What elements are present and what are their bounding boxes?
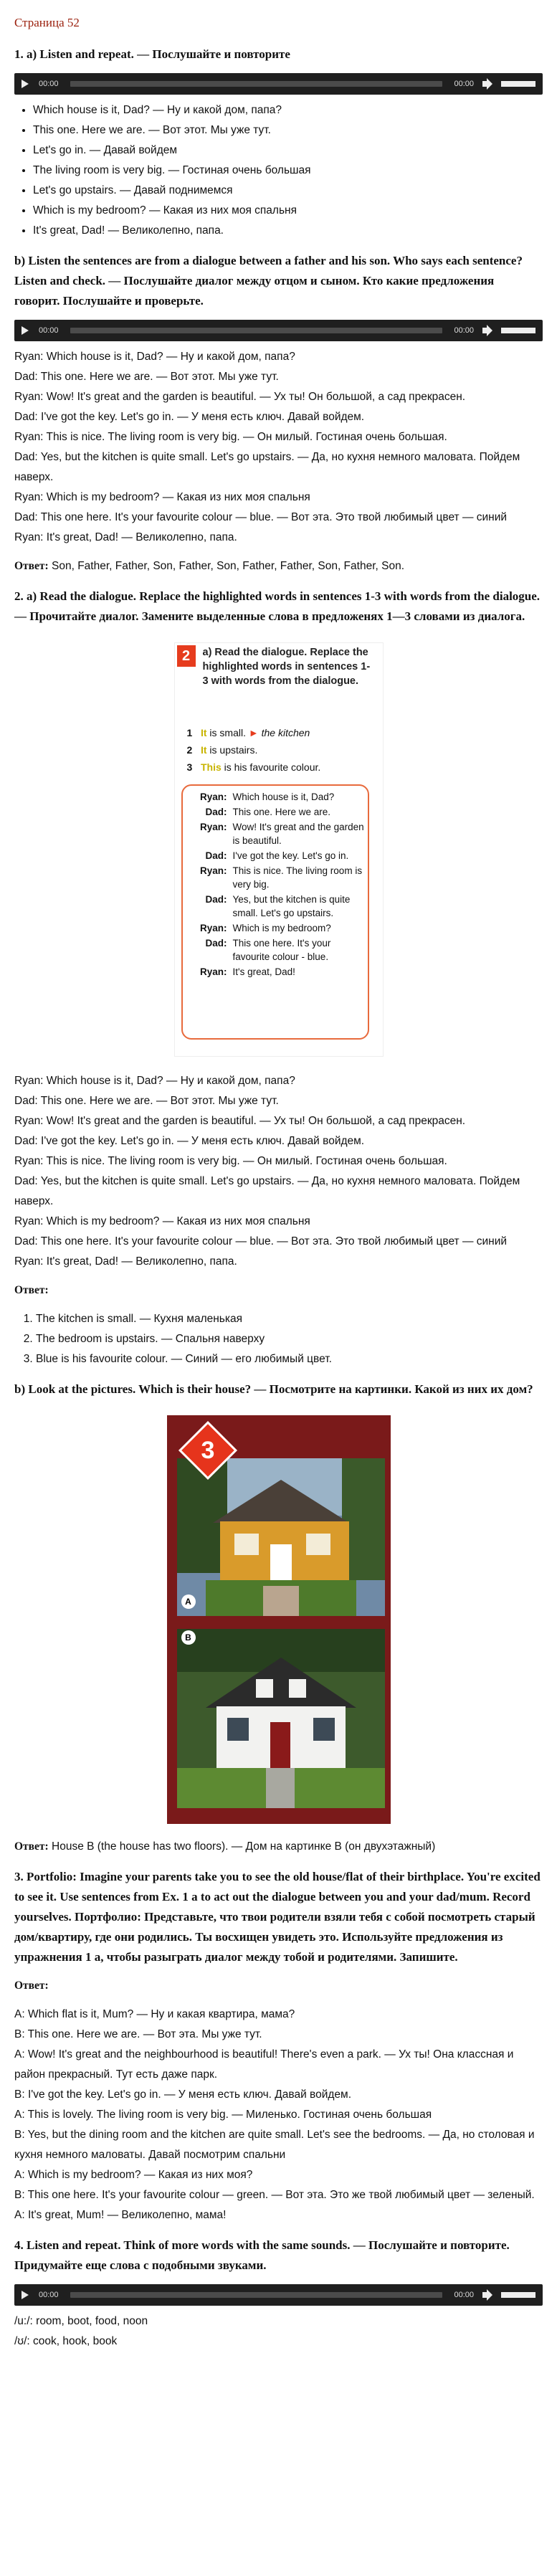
dialogue-row: Ryan: This is nice. The living room is very big. [199,865,363,890]
dialogue-line: Ryan: Wow! It's great and the garden is beautiful. — Ух ты! Он большой, а сад прекрасен. [14,1115,466,1127]
arrow-icon: ► [248,727,259,738]
dialogue-text-2 [14,1071,543,1272]
audio-progress-track[interactable] [70,81,443,87]
section-1b-heading: b) Listen the sentences are from a dialogue between a father and his son. Who says each sentence? Listen and check. — Послушайте диалог между отцом и сыном. Кто какие предложения говорит. Послушайте и проверьте. [14,254,523,308]
dialogue-line: A: This is lovely. The living room is very big. — Миленько. Гостиная очень большая [14,2109,432,2121]
volume-slider[interactable] [501,328,535,333]
dialogue-row: Ryan: Which house is it, Dad? [199,792,335,802]
phrase-list [14,100,543,241]
list-item: • Which is my bedroom? — Какая из них моя спальня [33,201,543,221]
dialogue-row: Ryan: It's great, Dad! [199,966,295,977]
dialogue-box [181,784,369,1040]
dialogue-line: B: I've got the key. Let's go in. — У меня есть ключ. Давай войдем. [14,2088,352,2101]
exercise-number: 2 [177,645,196,667]
volume-icon[interactable] [482,328,488,333]
list-item: 2. The bedroom is upstairs. — Спальня наверху [36,1329,543,1349]
dialogue-line: B: This one. Here we are. — Вот эта. Мы уже тут. [14,2028,262,2040]
dialogue-row: Ryan: Which is my bedroom? [199,923,331,933]
portfolio-dialogue [14,2005,543,2225]
excerpt-task: 2 It is upstairs. [186,744,258,756]
volume-slider[interactable] [501,81,535,87]
audio-player-1[interactable] [14,73,543,95]
list-item: • The living room is very big. — Гостиная очень большая [33,161,543,181]
textbook-excerpt-image [174,642,384,1057]
dialogue-line: Dad: This one. Here we are. — Вот этот. Мы уже тут. [14,371,279,383]
dialogue-line: Ryan: This is nice. The living room is very big. — Он милый. Гостиная очень большая. [14,1155,447,1167]
dialogue-line: A: It's great, Mum! — Великолепно, мама! [14,2209,227,2221]
dialogue-row: Dad: This one here. It's your favourite colour - blue. [205,938,331,962]
audio-progress-track[interactable] [70,328,443,333]
list-item: • It's great, Dad! — Великолепно, папа. [33,221,543,241]
list-item: 3. Blue is his favourite colour. — Синий — его любимый цвет. [36,1349,543,1369]
answer-1b [14,556,543,576]
dialogue-line: A: Which flat is it, Mum? — Ну и какая квартира, мама? [14,2008,295,2020]
dialogue-line: Ryan: Wow! It's great and the garden is beautiful. — Ух ты! Он большой, а сад прекрасен. [14,391,466,403]
dialogue-line: A: Which is my bedroom? — Какая из них моя? [14,2169,253,2181]
audio-time-start: 00:00 [39,80,59,88]
volume-icon[interactable] [482,2292,488,2298]
sound-line: /u:/: room, boot, food, noon [14,2315,148,2327]
dialogue-line: Dad: This one here. It's your favourite colour — blue. — Вот эта. Это твой любимый цвет — синий [14,1235,508,1247]
house-photo-a [177,1458,385,1616]
play-icon[interactable] [22,80,29,88]
section-2a-heading: 2. a) Read the dialogue. Replace the highlighted words in sentences 1-3 with words from the dialogue. — Прочитайте диалог. Замените выделенные слова в предложенях 1—3 словами из диалога. [14,589,541,623]
page-title[interactable]: Страница 52 [14,16,80,29]
dialogue-line: B: This one here. It's your favourite colour — green. — Вот эта. Это же твой любимый цвет — зеленый. [14,2189,535,2201]
dialogue-line: Dad: Yes, but the kitchen is quite small. Let's go upstairs. — Да, но кухня немного маловата. Пойдем наверх. [14,451,520,483]
dialogue-line: Dad: I've got the key. Let's go in. — У меня есть ключ. Давай войдем. [14,1135,365,1147]
section-1a-heading: 1. a) Listen and repeat. — Послушайте и повторите [14,47,290,61]
dialogue-line: A: Wow! It's great and the neighbourhood is beautiful! There's even a park. — Ух ты! Она классная и район прекрасный. Тут есть даже парк. [14,2048,514,2081]
audio-time-start: 00:00 [39,326,59,335]
list-item: • Which house is it, Dad? — Ну и какой дом, папа? [33,100,543,120]
volume-icon[interactable] [482,81,488,87]
list-item: • This one. Here we are. — Вот этот. Мы уже тут. [33,120,543,141]
dialogue-line: Ryan: It's great, Dad! — Великолепно, папа. [14,531,237,543]
dialogue-line: Ryan: This is nice. The living room is very big. — Он милый. Гостиная очень большая. [14,431,447,443]
dialogue-row: Dad: This one. Here we are. [205,807,331,817]
audio-time-start: 00:00 [39,2291,59,2299]
audio-time-end: 00:00 [454,80,474,88]
audio-player-3[interactable] [14,2284,543,2306]
list-item: • Let's go in. — Давай войдем [33,141,543,161]
play-icon[interactable] [22,2291,29,2299]
section-2b-heading: b) Look at the pictures. Which is their house? — Посмотрите на картинки. Какой из них их дом? [14,1382,533,1396]
house-photo-b [177,1629,385,1808]
sound-line: /ʊ/: cook, hook, book [14,2335,118,2347]
dialogue-line: Ryan: Which house is it, Dad? — Ну и какой дом, папа? [14,351,295,363]
list-item: 1. The kitchen is small. — Кухня маленькая [36,1309,543,1329]
answer-2b: Ответ: House B (the house has two floors). — Дом на картинке B (он двухэтажный) [14,1840,436,1853]
answer-text: Son, Father, Father, Son, Father, Son, Father, Father, Son, Father, Son. [52,560,404,572]
section-4-heading: 4. Listen and repeat. Think of more words with the same sounds. — Послушайте и повторите. Придумайте еще слова с подобными звуками. [14,2238,510,2272]
page [7,0,550,2352]
dialogue-row: Dad: Yes, but the kitchen is quite small. Let's go upstairs. [205,894,351,918]
play-icon[interactable] [22,326,29,335]
photo-label-b: B [181,1630,196,1645]
dialogue-text [14,347,543,548]
excerpt-title: a) Read the dialogue. Replace the highlighted words in sentences 1-3 with words from the dialogue. [202,647,371,687]
audio-time-end: 00:00 [454,326,474,335]
section-3-heading: 3. Portfolio: Imagine your parents take you to see the old house/flat of their birthplace. You're excited to see it. Use sentences from Ex. 1 a to act out the dialogue between you and your dad/mum. Record yourselves. Портфолио: Представьте, что твои родители взяли тебя с собой посмотреть старый дом/квартиру, где они родились. Ты восхищен увидеть это. Используйте предложения из упражнения 1 а, чтобы разыграть диалог между тобой и родителями. Запишите. [14,1870,541,1964]
audio-time-end: 00:00 [454,2291,474,2299]
exercise-badge: 3 [178,1421,237,1480]
answer-2a-label: Ответ: [14,1284,49,1296]
volume-slider[interactable] [501,2292,535,2298]
dialogue-line: Dad: Yes, but the kitchen is quite small. Let's go upstairs. — Да, но кухня немного маловата. Пойдем наверх. [14,1175,520,1207]
houses-image [167,1415,391,1824]
answer-label: Ответ: [14,560,49,572]
dialogue-line: B: Yes, but the dining room and the kitchen are quite small. Let's see the bedrooms. — Да, но столовая и кухня немного маловаты. Давай посмотрим спальни [14,2129,535,2161]
answer-list [14,1309,543,1369]
dialogue-row: Dad: I've got the key. Let's go in. [205,850,349,861]
dialogue-line: Dad: This one here. It's your favourite colour — blue. — Вот эта. Это твой любимый цвет — синий [14,511,508,523]
excerpt-task: 3 This is his favourite colour. [186,761,321,773]
dialogue-line: Ryan: Which house is it, Dad? — Ну и какой дом, папа? [14,1075,295,1087]
audio-player-2[interactable] [14,320,543,341]
dialogue-line: Dad: This one. Here we are. — Вот этот. Мы уже тут. [14,1095,279,1107]
photo-label-a: A [181,1594,196,1609]
dialogue-line: Ryan: Which is my bedroom? — Какая из них моя спальня [14,491,310,503]
answer-3-label: Ответ: [14,1979,49,1992]
list-item: • Let's go upstairs. — Давай поднимемся [33,181,543,201]
excerpt-task: 1 It is small. ► the kitchen [186,727,310,738]
dialogue-line: Ryan: Which is my bedroom? — Какая из них моя спальня [14,1215,310,1227]
dialogue-line: Dad: I've got the key. Let's go in. — У меня есть ключ. Давай войдем. [14,411,365,423]
dialogue-row: Ryan: Wow! It's great and the garden is beautiful. [199,822,364,846]
audio-progress-track[interactable] [70,2292,443,2298]
dialogue-line: Ryan: It's great, Dad! — Великолепно, папа. [14,1255,237,1268]
